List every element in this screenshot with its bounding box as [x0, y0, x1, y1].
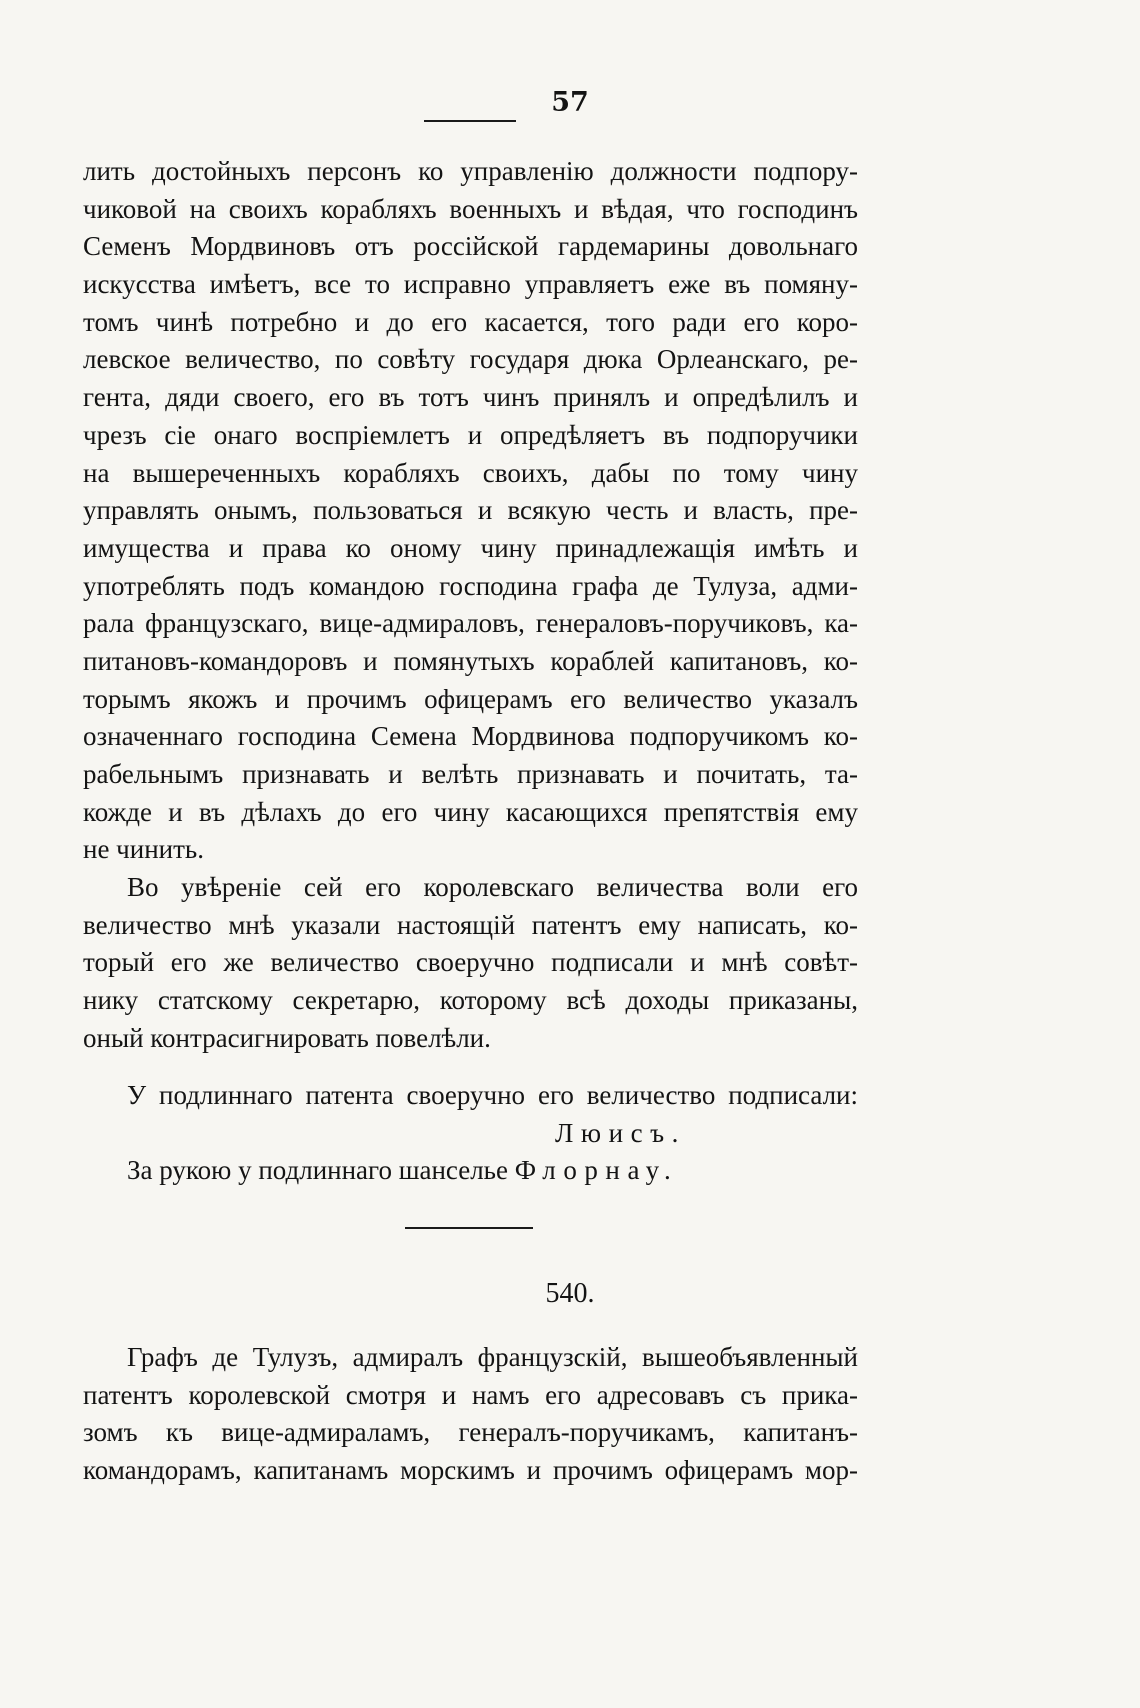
text-line: лить достойныхъ персонъ ко управленію должности подпору- — [83, 156, 858, 186]
text-line: командорамъ, капитанамъ морскимъ и прочимъ офицерамъ мор- — [83, 1455, 858, 1486]
countersign-prefix: За рукою у подлиннаго шанселье — [127, 1155, 508, 1186]
text-line: кожде и въ дѣлахъ до его чину касающихся препятствія ему — [83, 796, 858, 827]
section-divider — [405, 1227, 533, 1229]
text-line: томъ чинѣ потребно и до его касается, того ради его коро- — [83, 306, 858, 337]
text-line: патентъ королевской смотря и намъ его адресовавъ съ прика- — [83, 1379, 858, 1410]
text-line: чрезъ сіе онаго воспріемлетъ и опредѣляетъ въ подпоручики — [83, 419, 858, 450]
page-number-underline — [424, 120, 516, 122]
document-number: 540. — [545, 1278, 595, 1309]
text-line: питановъ-командоровъ и помянутыхъ кораблей капитановъ, ко- — [83, 645, 858, 676]
signature-name: Люисъ. — [555, 1117, 686, 1148]
text-line: искусства имѣетъ, все то исправно управляетъ еже въ помяну- — [83, 269, 858, 300]
text-line: рабельнымъ признавать и велѣть признавать и почитать, та- — [83, 759, 858, 789]
text-line: рала французскаго, вице-адмираловъ, генераловъ-поручиковъ, ка- — [83, 608, 858, 639]
text-line: Семенъ Мордвиновъ отъ россійской гардемарины довольнаго — [83, 231, 858, 262]
text-line: не чинить. — [83, 834, 204, 865]
text-line: торымъ якожъ и прочимъ офицерамъ его величество указалъ — [83, 683, 858, 714]
countersign-name: Флорнау. — [514, 1155, 679, 1186]
text-line: гента, дяди своего, его въ тотъ чинъ принялъ и опредѣлилъ и — [83, 382, 858, 413]
text-line: употреблять подъ командою господина графа де Тулуза, адми- — [83, 570, 858, 601]
text-line: торый его же величество своеручно подписали и мнѣ совѣт- — [83, 947, 858, 978]
text-line: чиковой на своихъ корабляхъ военныхъ и вѣдая, что господинъ — [83, 193, 858, 224]
document-540-opening — [83, 1339, 858, 1490]
text-line: величество мнѣ указали настоящій патентъ ему написать, ко- — [83, 909, 858, 940]
text-line: нику статскому секретарю, которому всѣ доходы приказаны, — [83, 985, 858, 1016]
signature-block — [83, 1077, 858, 1190]
text-line: оный контрасигнировать повелѣли. — [83, 1022, 491, 1053]
document-539-body — [83, 153, 858, 1058]
signature-line — [83, 1115, 858, 1153]
text-line: имущества и права ко оному чину принадлежащія имѣть и — [83, 532, 858, 563]
text-line: означеннаго господина Семена Мордвинова подпоручикомъ ко- — [83, 721, 858, 752]
text-line: зомъ къ вице-адмираламъ, генералъ-поручикамъ, капитанъ- — [83, 1417, 858, 1448]
page-number: 57 — [551, 87, 589, 118]
text-line: левское величество, по совѣту государя дюка Орлеанскаго, ре- — [83, 344, 858, 375]
signature-intro: У подлиннаго патента своеручно его величество подписали: — [127, 1080, 858, 1110]
countersign-line — [83, 1152, 858, 1190]
text-line: Во увѣреніе сей его королевскаго величества воли его — [127, 872, 858, 903]
text-line: Графъ де Тулузъ, адмиралъ французскій, вышеобъявленный — [127, 1342, 858, 1372]
text-line: на вышереченныхъ корабляхъ своихъ, дабы по тому чину — [83, 457, 858, 488]
text-line: управлять онымъ, пользоваться и всякую честь и власть, пре- — [83, 495, 858, 526]
